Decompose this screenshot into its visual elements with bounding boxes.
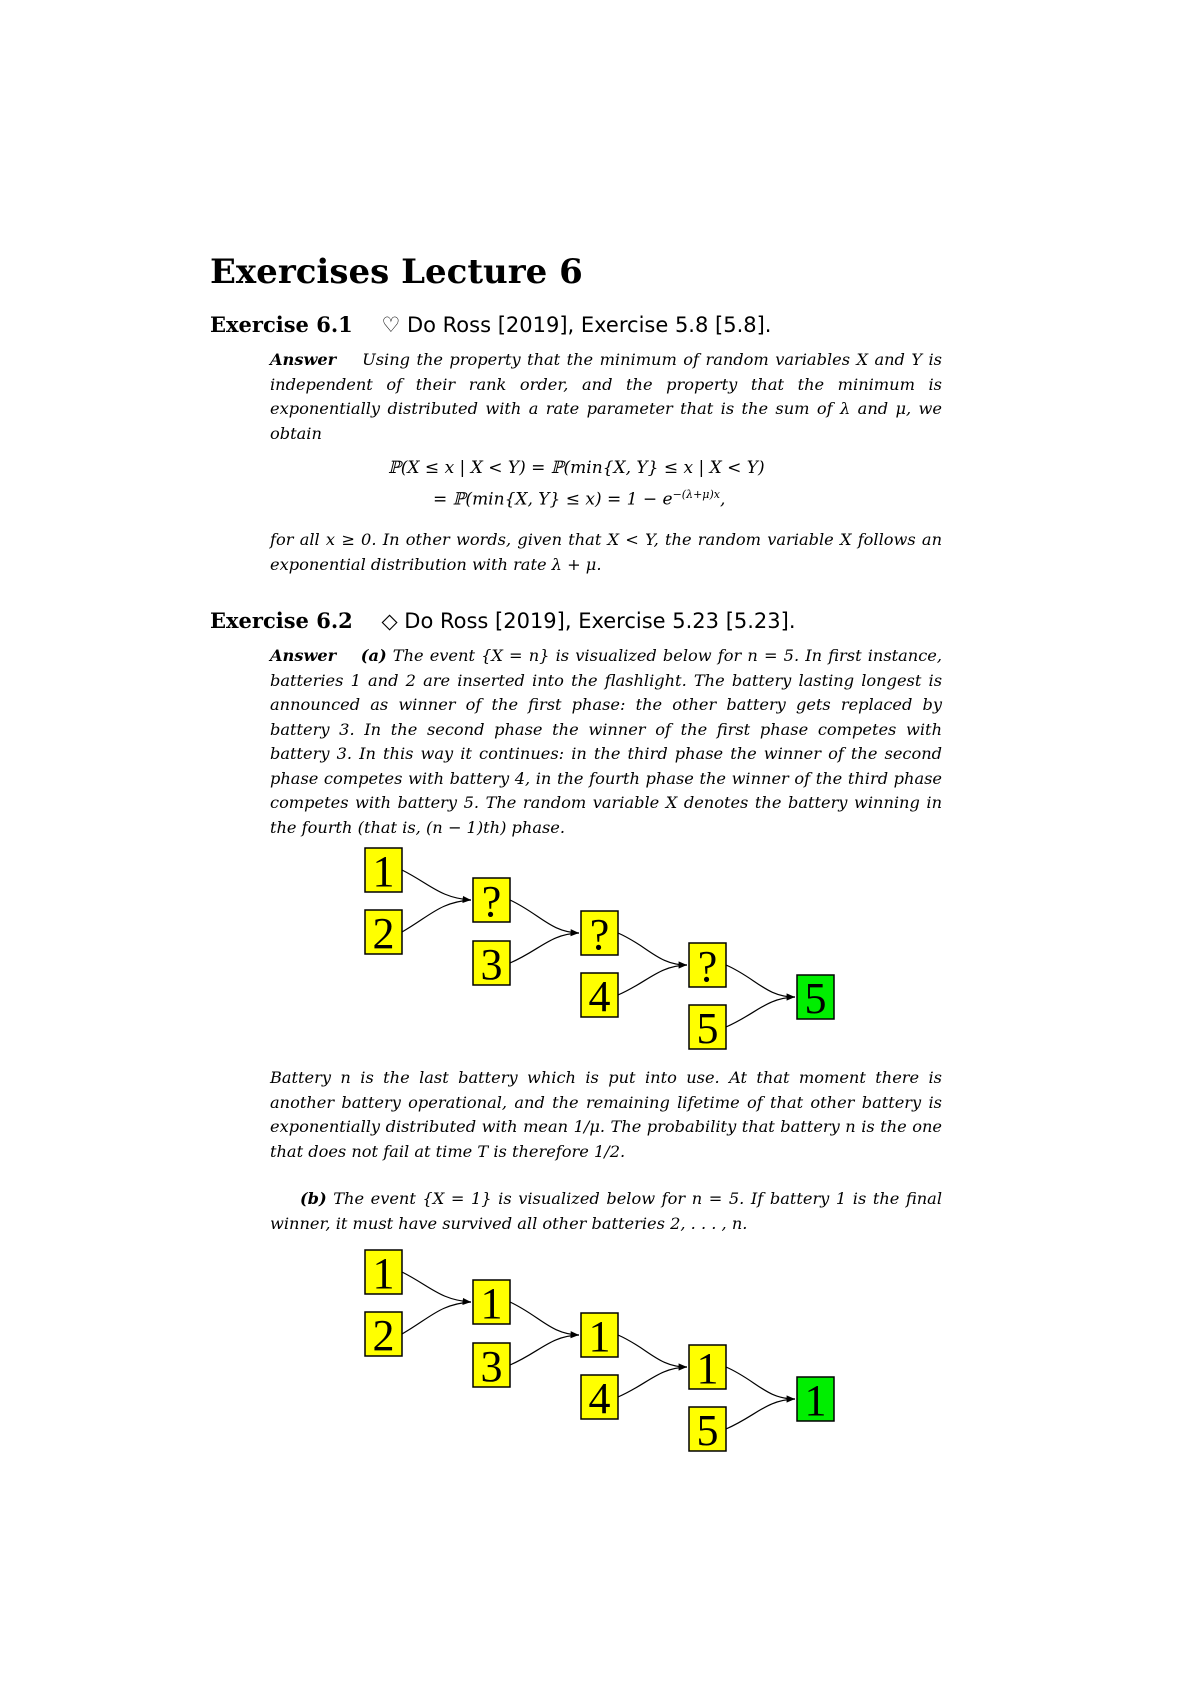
answer-text: Using the property that the minimum of random variables X and Y is independent of their rank order, and the property that the minimum is exponentially distributed with a rate parameter that is the sum of λ and μ, we obtain	[270, 350, 942, 443]
node-label: ?	[481, 877, 502, 926]
node-label: 1	[372, 1249, 395, 1298]
exercise-6-2-part-a-after: Battery n is the last battery which is put into use. At that moment there is another battery operational, and the remaining lifetime of that other battery is exponentially distributed with mean 1/μ. The probability that battery n is the one that does not fail at time T is therefore 1/2.	[270, 1068, 942, 1161]
exercise-6-2-part-a	[270, 644, 942, 840]
exercise-label: Exercise 6.1	[210, 312, 353, 337]
battery-node	[689, 1004, 726, 1053]
winner-node	[473, 1279, 510, 1328]
part-b-text: The event {X = 1} is visualized below for n = 5. If battery 1 is the final winner, it must have survived all other batteries 2, . . . , n.	[270, 1189, 942, 1233]
node-label: 1	[696, 1344, 719, 1393]
node-label: 2	[372, 909, 395, 958]
exercise-6-2-part-b	[270, 1187, 942, 1236]
battery-node	[581, 1374, 618, 1423]
edge	[726, 997, 795, 1027]
edge	[402, 870, 471, 900]
node-label: 4	[588, 972, 611, 1021]
answer-label: Answer	[270, 646, 337, 665]
final-winner-node	[797, 974, 834, 1023]
battery-node	[581, 972, 618, 1021]
equation-line-1: ℙ(X ≤ x | X < Y) = ℙ(min{X, Y} ≤ x | X < Y)	[388, 458, 765, 478]
edge	[618, 1335, 687, 1367]
edge	[402, 1302, 471, 1334]
node-label: 1	[588, 1312, 611, 1361]
battery-node	[689, 1406, 726, 1455]
page-title: Exercises Lecture 6	[210, 252, 583, 292]
part-a-text: The event {X = n} is visualized below for n = 5. In first instance, batteries 1 and 2 are inserted into the flashlight. The battery lasting longest is announced as winner of the first phase: the other battery gets replaced by battery 3. In the second phase the winner of the first phase competes with battery 3. In this way it continues: in the third phase the winner of the second phase competes with battery 4, in the fourth phase the winner of the third phase competes with battery 5. The random variable X denotes the battery winning in the fourth (that is, (n − 1)th) phase.	[270, 646, 942, 837]
exercise-6-2-heading	[210, 608, 796, 633]
final-winner-node	[797, 1376, 834, 1425]
battery-node	[473, 940, 510, 989]
answer-label: Answer	[270, 350, 337, 369]
tournament-diagram-b	[360, 1248, 840, 1462]
node-label: 1	[372, 847, 395, 896]
exercise-6-1-conclusion: for all x ≥ 0. In other words, given that X < Y, the random variable X follows an exponential distribution with rate λ + μ.	[270, 530, 942, 574]
exercise-6-1-answer	[270, 348, 942, 446]
part-b-label: (b)	[300, 1189, 327, 1208]
winner-node	[689, 942, 726, 991]
winner-node	[473, 877, 510, 926]
battery-node	[365, 1311, 402, 1360]
battery-node	[365, 847, 402, 896]
node-label: 5	[696, 1406, 719, 1455]
edge	[510, 933, 579, 963]
winner-node	[581, 910, 618, 959]
node-label: 1	[804, 1376, 827, 1425]
edge	[402, 900, 471, 932]
equation-tail: ,	[719, 489, 726, 510]
battery-node	[473, 1342, 510, 1391]
diamond-icon: ◇	[381, 609, 398, 633]
node-label: 3	[480, 1342, 503, 1391]
node-label: 3	[480, 940, 503, 989]
exercise-reference: Do Ross [2019], Exercise 5.23 [5.23].	[404, 609, 796, 633]
node-label: 2	[372, 1311, 395, 1360]
node-label: 4	[588, 1374, 611, 1423]
winner-node	[689, 1344, 726, 1393]
tournament-diagram-a	[360, 846, 840, 1060]
exercise-reference: Do Ross [2019], Exercise 5.8 [5.8].	[406, 313, 772, 337]
edge	[618, 933, 687, 965]
node-label: ?	[697, 942, 718, 991]
part-a-label: (a)	[360, 646, 387, 665]
edge	[510, 900, 579, 933]
equation-line-2	[433, 488, 725, 510]
edge	[618, 1367, 687, 1397]
winner-node	[581, 1312, 618, 1361]
node-label: 5	[804, 974, 827, 1023]
node-label: 1	[480, 1279, 503, 1328]
edge	[726, 1367, 795, 1399]
edge	[510, 1302, 579, 1335]
heart-icon: ♡	[381, 313, 401, 337]
exercise-6-1-heading	[210, 312, 771, 337]
node-label: 5	[696, 1004, 719, 1053]
edge	[726, 965, 795, 997]
node-label: ?	[589, 910, 610, 959]
exercise-label: Exercise 6.2	[210, 608, 353, 633]
edge	[726, 1399, 795, 1429]
battery-node	[365, 909, 402, 958]
edge	[618, 965, 687, 995]
edge	[510, 1335, 579, 1365]
equation-line-2-main: = ℙ(min{X, Y} ≤ x) = 1 − e	[433, 489, 673, 510]
equation-exponent: −(λ+μ)x	[672, 488, 720, 501]
edge	[402, 1272, 471, 1302]
battery-node	[365, 1249, 402, 1298]
